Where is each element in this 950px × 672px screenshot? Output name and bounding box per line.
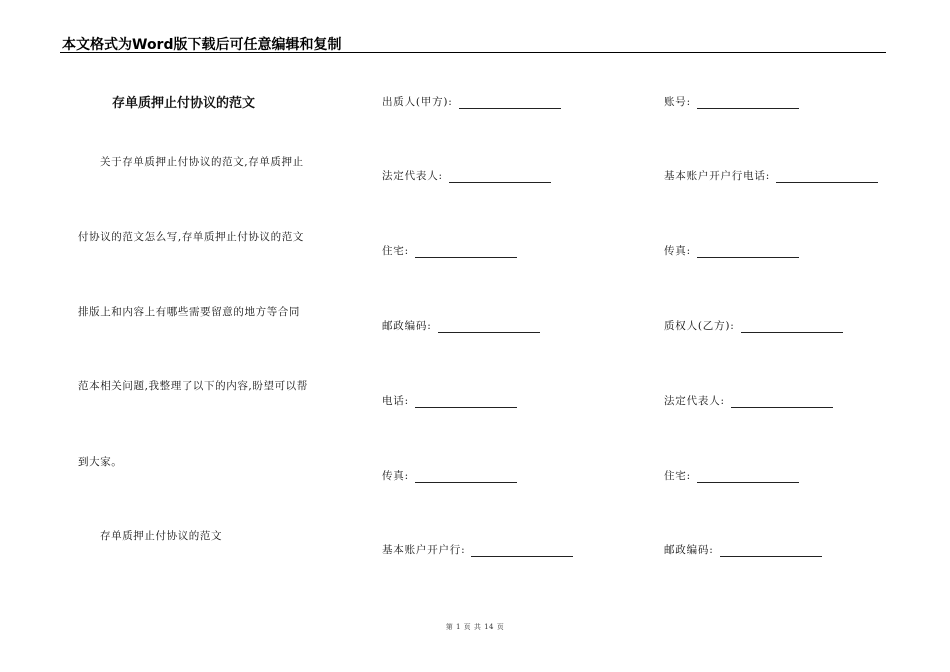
intro-line: 关于存单质押止付协议的范文,存单质押止 [100,156,304,168]
fill-in-blank [415,470,517,483]
fill-in-blank [776,170,878,183]
field-label: 传真: [382,470,409,482]
fill-in-blank [415,395,517,408]
form-field-legal-rep [382,168,551,183]
field-label: 基本账户开户行: [382,544,466,556]
fill-in-blank [415,245,517,258]
fill-in-blank [697,470,799,483]
form-field-residence [382,243,517,258]
field-label: 质权人(乙方): [664,320,735,332]
field-label: 住宅: [664,470,691,482]
fill-in-blank [697,245,799,258]
form-field-pledgor [382,94,561,109]
field-label: 住宅: [382,245,409,257]
fill-in-blank [459,96,561,109]
field-label: 基本账户开户行电话: [664,170,771,182]
form-field-legal-rep [664,393,833,408]
field-label: 出质人(甲方): [382,96,453,108]
form-field-phone [382,393,517,408]
fill-in-blank [731,395,833,408]
field-label: 邮政编码: [382,320,432,332]
header-title: 本文格式为Word版下载后可任意编辑和复制 [62,37,342,53]
intro-line: 范本相关问题,我整理了以下的内容,盼望可以帮 [78,380,308,392]
form-field-bank-phone [664,168,878,183]
form-field-postcode [382,318,540,333]
field-label: 传真: [664,245,691,257]
form-field-postcode [664,542,822,557]
intro-line: 到大家。 [78,456,123,468]
intro-line: 付协议的范文怎么写,存单质押止付协议的范文 [78,231,304,243]
fill-in-blank [720,544,822,557]
fill-in-blank [449,170,551,183]
header-divider [60,52,886,53]
field-label: 法定代表人: [664,395,725,407]
fill-in-blank [697,96,799,109]
intro-line: 排版上和内容上有哪些需要留意的地方等合同 [78,306,300,318]
field-label: 账号: [664,96,691,108]
field-label: 电话: [382,395,409,407]
field-label: 法定代表人: [382,170,443,182]
form-field-fax [382,468,517,483]
field-label: 邮政编码: [664,544,714,556]
form-field-bank [382,542,573,557]
fill-in-blank [438,320,540,333]
fill-in-blank [471,544,573,557]
form-field-pledgee [664,318,843,333]
form-field-residence [664,468,799,483]
form-field-fax [664,243,799,258]
form-field-account [664,94,799,109]
document-title: 存单质押止付协议的范文 [112,96,256,111]
fill-in-blank [741,320,843,333]
page-number: 第 1 页 共 14 页 [445,623,505,631]
document-subtitle: 存单质押止付协议的范文 [100,530,223,542]
